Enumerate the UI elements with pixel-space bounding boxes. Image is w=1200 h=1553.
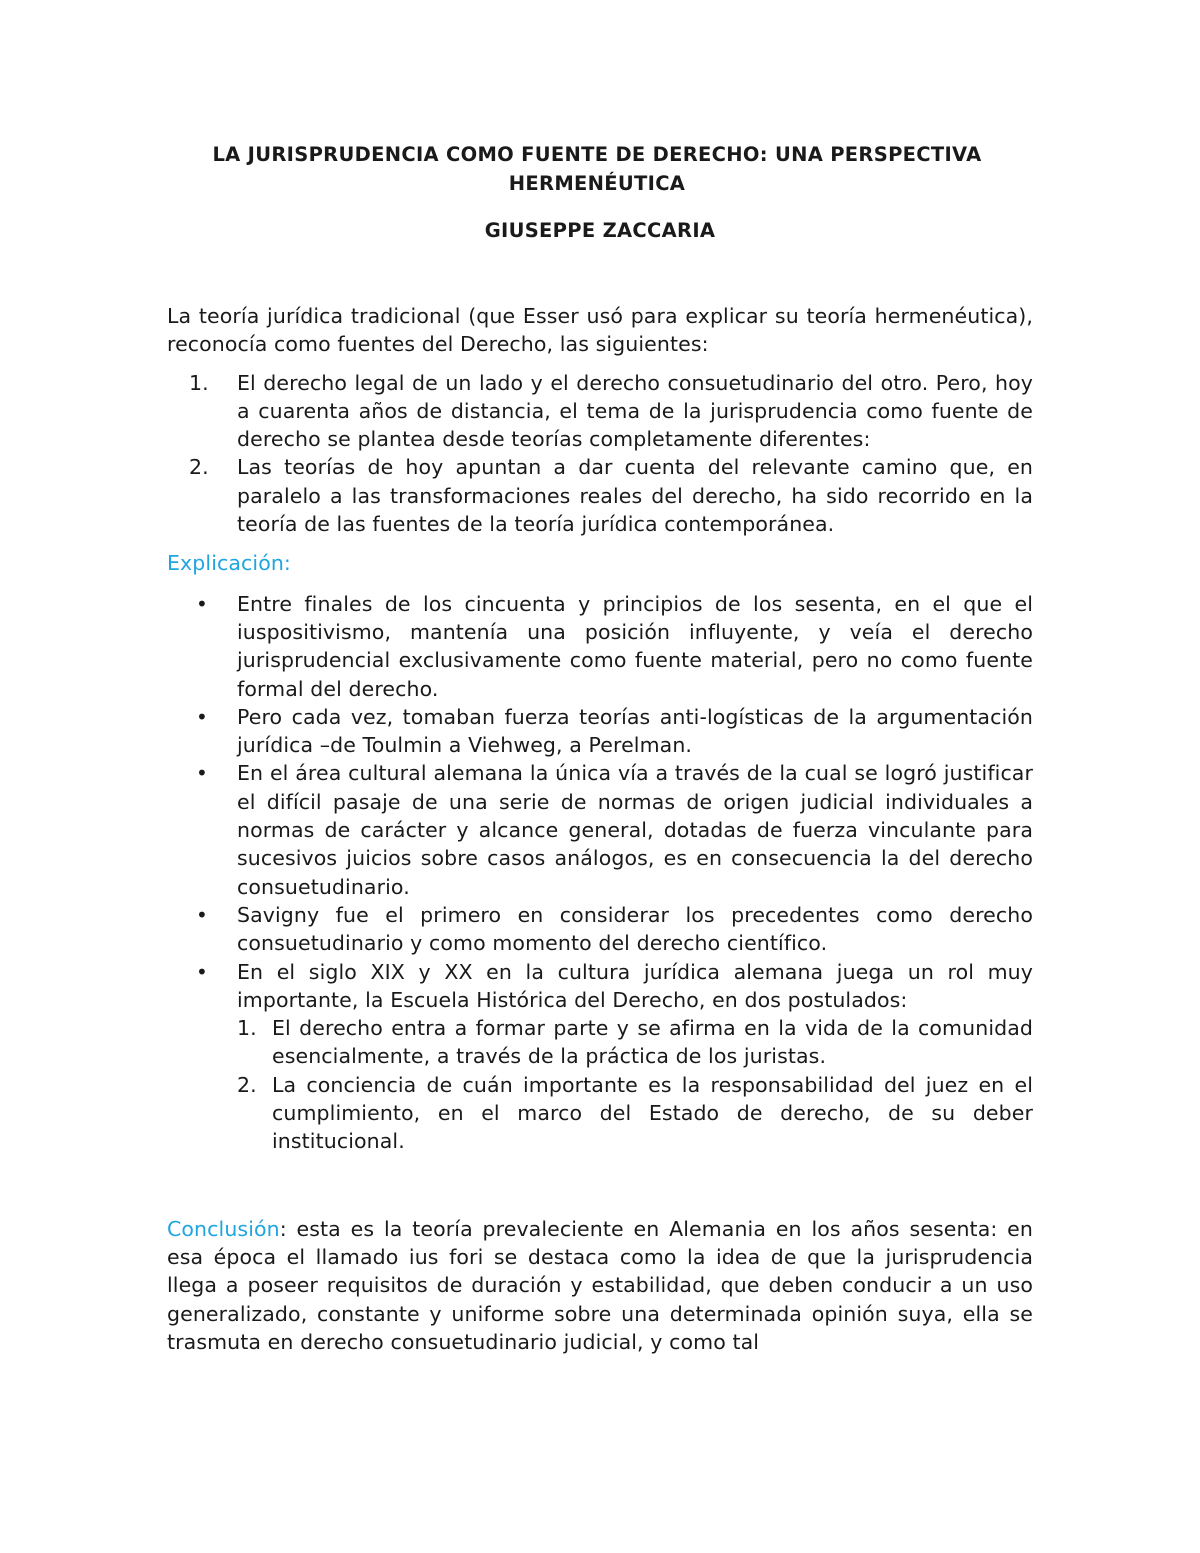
bullet-item [167, 759, 1033, 900]
list-item [167, 369, 1033, 454]
intro-paragraph: La teoría jurídica tradicional (que Esser usó para explicar su teoría hermenéutica), reconocía como fuentes del Derecho, las siguientes: [167, 304, 1033, 357]
sub-list-item [237, 1014, 1033, 1071]
conclusion-text: : esta es la teoría prevaleciente en Alemania en los años sesenta: en esa época el llamado ius fori se destaca como la idea de que la jurisprudencia llega a poseer requisitos de duración y estabilidad, que deben conducir a un uso generalizado, constante y uniforme sobre una determinada opinión suya, ella se trasmuta en derecho consuetudinario judicial, y como tal [167, 1216, 1033, 1354]
bullet-text: Savigny fue el primero en considerar los precedentes como derecho consuetudinario y como momento del derecho científico. [237, 902, 1033, 956]
conclusion-heading: Conclusión [167, 1216, 280, 1241]
bullet-item [167, 590, 1033, 703]
bullet-list [167, 590, 1033, 1156]
sub-list-text: El derecho entra a formar parte y se afirma en la vida de la comunidad esencialmente, a través de la práctica de los juristas. [272, 1016, 1033, 1069]
document-author: GIUSEPPE ZACCARIA [484, 219, 716, 242]
bullet-text: Entre finales de los cincuenta y principios de los sesenta, en el que el iuspositivismo, mantenía una posición influyente, y veía el derecho jurisprudencial exclusivamente como fuente material, pero no como fuente formal del derecho. [237, 591, 1033, 701]
sub-list [237, 1014, 1033, 1155]
sub-list-text: La conciencia de cuán importante es la responsabilidad del juez en el cumplimiento, en el marco del Estado de derecho, de su deber institucional. [272, 1072, 1033, 1154]
bullet-icon: • [196, 761, 208, 786]
document-title: LA JURISPRUDENCIA COMO FUENTE DE DERECHO: UNA PERSPECTIVA HERMENÉUTICA [212, 143, 982, 195]
document-page [167, 140, 1033, 1356]
bullet-item [167, 958, 1033, 1156]
sub-list-number: 2. [237, 1072, 257, 1097]
explanation-heading: Explicación: [167, 551, 291, 576]
sub-list-number: 1. [237, 1016, 257, 1041]
sub-list-item [237, 1071, 1033, 1156]
bullet-icon: • [196, 959, 208, 984]
bullet-text: Pero cada vez, tomaban fuerza teorías anti-logísticas de la argumentación jurídica –de Toulmin a Viehweg, a Perelman. [237, 704, 1033, 758]
bullet-item [167, 901, 1033, 958]
list-item-text: Las teorías de hoy apuntan a dar cuenta del relevante camino que, en paralelo a las transformaciones reales del derecho, ha sido recorrido en la teoría de las fuentes de la teoría jurídica contemporánea. [237, 455, 1033, 537]
bullet-text: En el siglo XIX y XX en la cultura jurídica alemana juega un rol muy importante, la Escuela Histórica del Derecho, en dos postulados: [237, 959, 1033, 1012]
conclusion-paragraph [167, 1215, 1033, 1356]
bullet-text: En el área cultural alemana la única vía a través de la cual se logró justificar el difícil pasaje de una serie de normas de origen judicial individuales a normas de carácter y alcance general, dotadas de fuerza vinculante para sucesivos juicios sobre casos análogos, es en consecuencia la del derecho consuetudinario. [237, 761, 1033, 899]
list-number: 1. [189, 370, 209, 395]
list-number: 2. [189, 455, 209, 480]
bullet-icon: • [196, 902, 208, 927]
bullet-item [167, 703, 1033, 760]
numbered-list [167, 369, 1033, 539]
list-item [167, 453, 1033, 538]
list-item-text: El derecho legal de un lado y el derecho consuetudinario del otro. Pero, hoy a cuarenta años de distancia, el tema de la jurisprudencia como fuente de derecho se plantea desde teorías completamente diferentes: [237, 370, 1033, 452]
bullet-icon: • [196, 591, 208, 616]
bullet-icon: • [196, 704, 208, 729]
